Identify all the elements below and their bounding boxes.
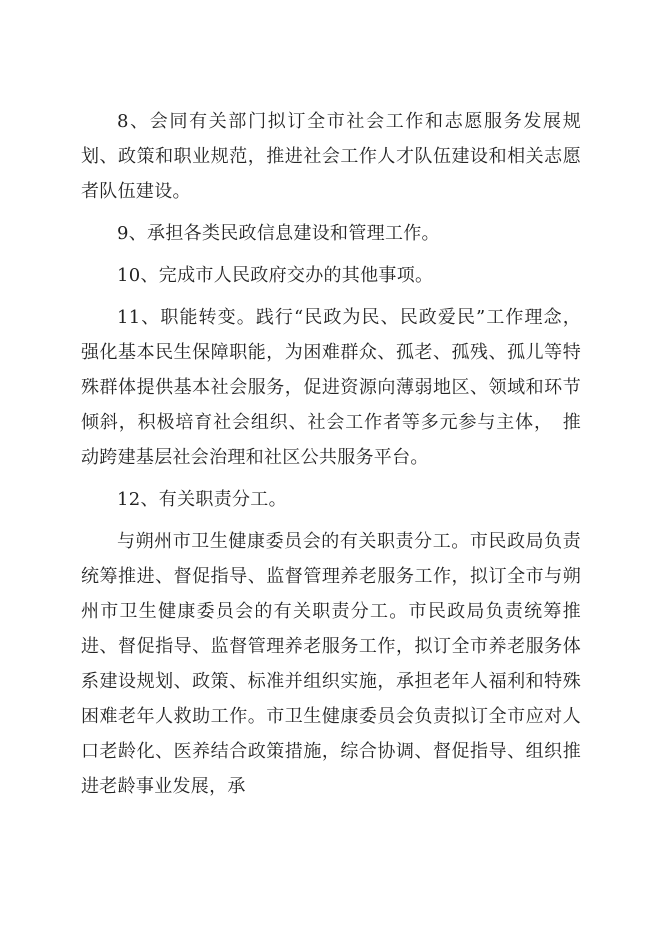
- paragraph-spacer: [81, 517, 581, 524]
- paragraph-item-11: 11、职能转变。践行“民政为民、民政爱民”工作理念， 强化基本民生保障职能，为困难群众、孤老、孤残、孤儿等特殊群体提供基本社会服务，促进资源向薄弱地区、领域和环节倾斜，积极培育社会组织、社会工作者等多元参与主体， 推动跨建基层社会治理和社区公共服务平台。: [81, 307, 581, 468]
- document-body: [81, 104, 581, 804]
- paragraph-duty-division: 与朔州市卫生健康委员会的有关职责分工。市民政局负责统筹推进、督促指导、监督管理养老服务工作，拟订全市与朔州市卫生健康委员会的有关职责分工。市民政局负责统筹推进、督促指导、监督管理养老服务工作，拟订全市养老服务体系建设规划、政策、标准并组织实施，承担老年人福利和特殊困难老年人救助工作。市卫生健康委员会负责拟订全市应对人口老龄化、医养结合政策措施，综合协调、督促指导、组织推进老龄事业发展，承: [81, 531, 581, 797]
- paragraph-item-12: 12、有关职责分工。: [117, 489, 287, 510]
- paragraph-item-10: 10、完成市人民政府交办的其他事项。: [117, 265, 434, 286]
- paragraph-spacer: [81, 475, 581, 482]
- paragraph-item-8: 8、会同有关部门拟订全市社会工作和志愿服务发展规划、政策和职业规范，推进社会工作人才队伍建设和相关志愿者队伍建设。: [81, 111, 581, 202]
- paragraph-spacer: [81, 251, 581, 258]
- paragraph-spacer: [81, 209, 581, 216]
- paragraph-item-9: 9、承担各类民政信息建设和管理工作。: [117, 223, 440, 244]
- paragraph-spacer: [81, 293, 581, 300]
